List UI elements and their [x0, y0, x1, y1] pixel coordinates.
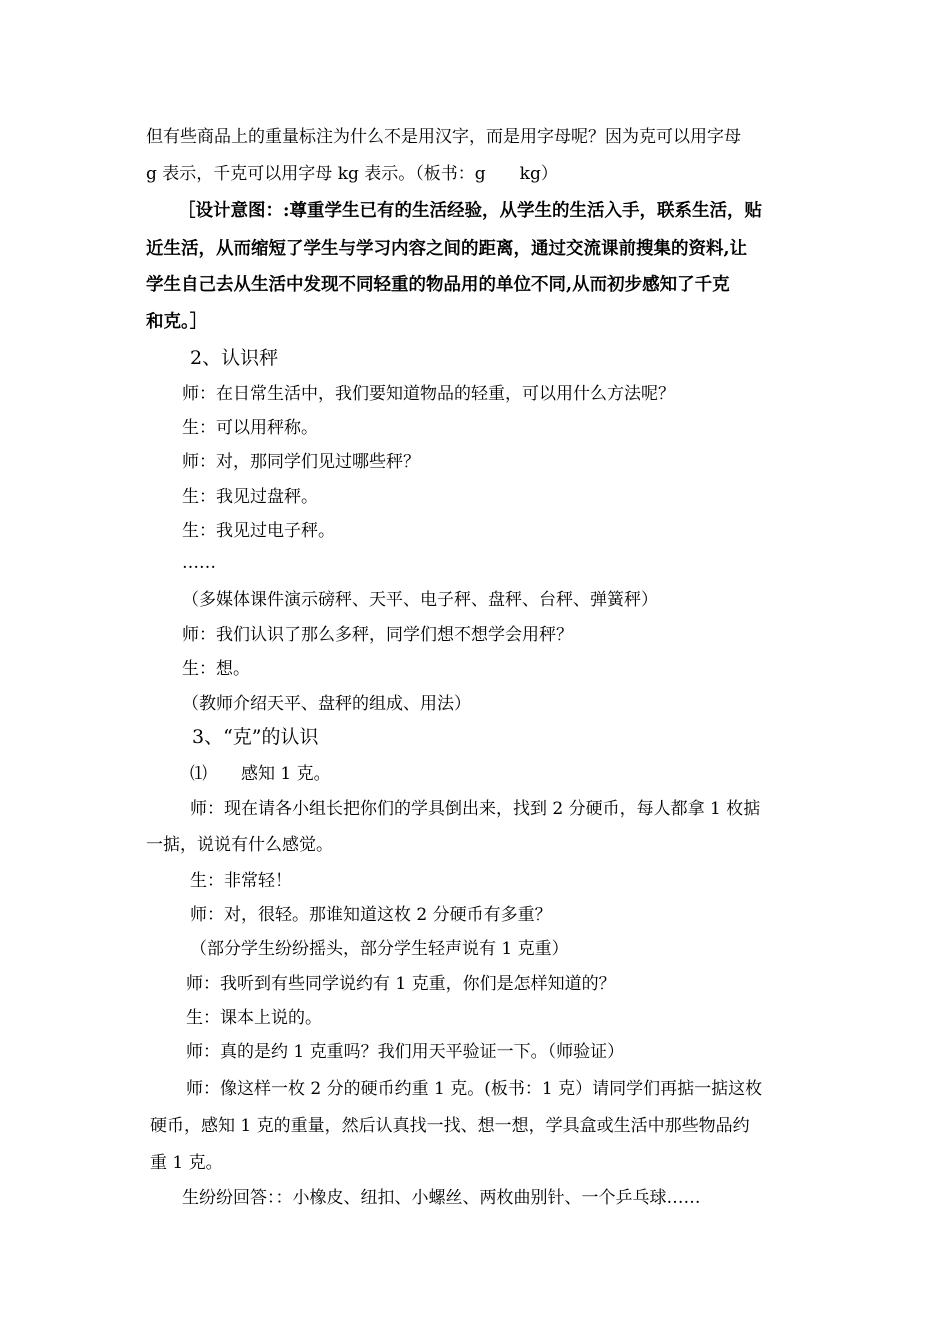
- text-line: 重 1 克。: [150, 1153, 223, 1173]
- text-line: 师：我们认识了那么多秤，同学们想不想学会用秤？: [182, 625, 573, 645]
- text-line: 生：想。: [182, 659, 250, 679]
- text-line: 师：对，很轻。那谁知道这枚 2 分硬币有多重？: [190, 905, 552, 925]
- text-line: 生：课本上说的。: [186, 1008, 322, 1028]
- section-heading: 2、认识秤: [190, 347, 279, 369]
- text-line: （部分学生纷纷摇头，部分学生轻声说有 1 克重）: [190, 939, 569, 959]
- text-line: 师：我听到有些同学说约有 1 克重，你们是怎样知道的？: [186, 974, 616, 994]
- design-intent-line: 近生活，从而缩短了学生与学习内容之间的距离，通过交流课前搜集的资料,让: [146, 239, 748, 259]
- text-line: 师：现在请各小组长把你们的学具倒出来，找到 2 分硬币，每人都拿 1 枚掂: [190, 799, 761, 819]
- text-line: 生：我见过盘秤。: [182, 487, 318, 507]
- text-line: 师：真的是约 1 克重吗？我们用天平验证一下。（师验证）: [186, 1042, 625, 1062]
- subsection-heading: ⑴ 感知 1 克。: [190, 764, 331, 784]
- text-line: 师：在日常生活中，我们要知道物品的轻重，可以用什么方法呢？: [182, 384, 675, 404]
- section-heading: 3、“克”的认识: [192, 726, 319, 748]
- text-line: 生纷纷回答：：小橡皮、纽扣、小螺丝、两枚曲别针、一个乒乓球……: [182, 1188, 701, 1208]
- text-line: 生：我见过电子秤。: [182, 521, 335, 541]
- text-line: 生：可以用秤称。: [182, 418, 318, 438]
- design-intent-line: ［设计意图：:尊重学生已有的生活经验，从学生的生活入手，联系生活，贴: [178, 201, 762, 221]
- design-intent-line: 学生自己去从生活中发现不同轻重的物品用的单位不同,从而初步感知了千克: [146, 275, 730, 295]
- text-line: 一掂，说说有什么感觉。: [146, 835, 333, 855]
- text-line: （教师介绍天平、盘秤的组成、用法）: [182, 694, 471, 714]
- text-line: 生：非常轻！: [190, 871, 292, 891]
- text-line: g 表示，千克可以用字母 kg 表示。（板书：g kg）: [146, 164, 558, 184]
- text-line: 硬币，感知 1 克的重量，然后认真找一找、想一想，学具盒或生活中那些物品约: [150, 1116, 750, 1136]
- text-line: 但有些商品上的重量标注为什么不是用汉字，而是用字母呢？因为克可以用字母: [146, 127, 741, 147]
- text-line: （多媒体课件演示磅秤、天平、电子秤、盘秤、台秤、弹簧秤）: [182, 590, 658, 610]
- text-line: 师：像这样一枚 2 分的硬币约重 1 克。(板书：1 克）请同学们再掂一掂这枚: [186, 1079, 763, 1099]
- ellipsis-line: ……: [182, 553, 216, 573]
- design-intent-line: 和克。］: [146, 312, 208, 332]
- text-line: 师：对，那同学们见过哪些秤？: [182, 452, 420, 472]
